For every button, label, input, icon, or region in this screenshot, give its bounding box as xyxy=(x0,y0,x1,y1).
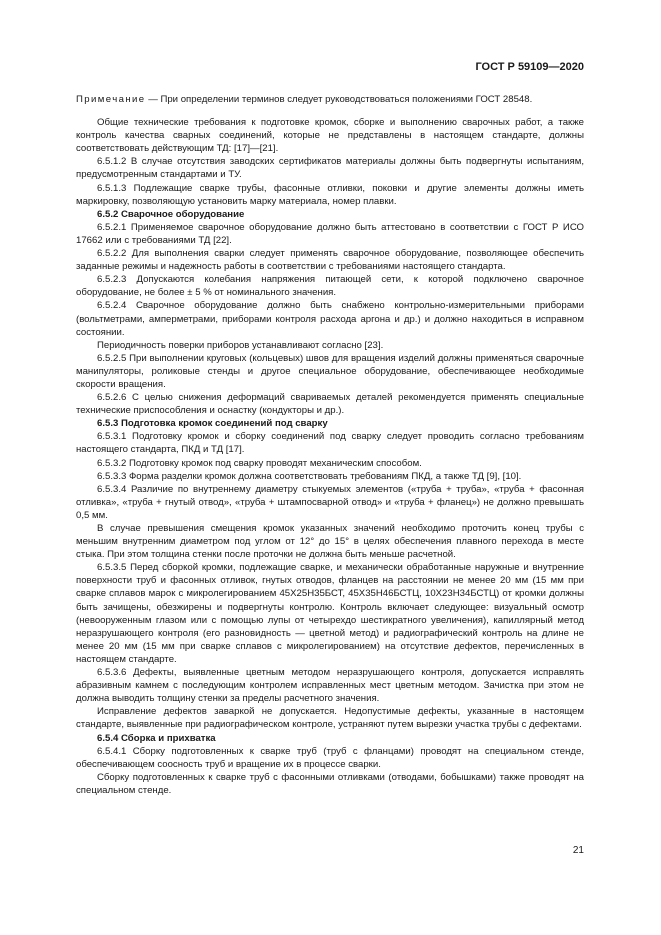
paragraph: 6.5.3.6 Дефекты, выявленные цветным методом неразрушающего контроля, допускается исправлять абразивным камнем с последующим контролем исправленных мест цветным методом. Зачистка при этом не должна выводить толщину стенки за пределы расчетного значения. xyxy=(76,667,584,705)
paragraph: В случае превышения смещения кромок указанных значений необходимо проточить конец трубы с меньшим внутренним диаметром под углом от 12° до 15° в целях обеспечения плавного перехода в месте стыка. При этом толщина стенки после проточки не должна быть меньше расчетной. xyxy=(76,523,584,561)
section-heading: 6.5.4 Сборка и прихватка xyxy=(97,732,216,744)
section-heading: 6.5.3 Подготовка кромок соединений под сварку xyxy=(97,418,328,430)
paragraph: 6.5.3.3 Форма разделки кромок должна соответствовать требованиям ПКД, а также ТД [9], [10]. xyxy=(97,470,522,482)
paragraph: Сборку подготовленных к сварке труб с фасонными отливками (отводами, бобышками) также проводят на специальном стенде. xyxy=(76,771,584,796)
note-text: — При определении терминов следует руководствоваться положениями ГОСТ 28548. xyxy=(145,94,533,105)
document-body xyxy=(76,93,584,797)
paragraph: 6.5.2.1 Применяемое сварочное оборудование должно быть аттестовано в соответствии с ГОСТ Р ИСО 17662 или с требованиями ТД [22]. xyxy=(76,221,584,246)
document-id-header: ГОСТ Р 59109—2020 xyxy=(475,61,584,73)
note-paragraph xyxy=(76,93,584,106)
page-number: 21 xyxy=(572,845,584,856)
paragraph: 6.5.3.1 Подготовку кромок и сборку соединений под сварку следует проводить согласно требованиям настоящего стандарта, ПКД и ТД [17]. xyxy=(76,431,584,456)
paragraph: 6.5.1.3 Подлежащие сварке трубы, фасонные отливки, поковки и другие элементы должны иметь маркировку, позволяющую установить марку материала, номер плавки. xyxy=(76,182,584,207)
paragraph: 6.5.2.2 Для выполнения сварки следует применять сварочное оборудование, позволяющее обеспечить заданные режимы и надежность работы в соответствии с требованиями настоящего стандарта. xyxy=(76,248,584,273)
paragraph: 6.5.2.3 Допускаются колебания напряжения питающей сети, к которой подключено сварочное оборудование, не более ± 5 % от номинального значения. xyxy=(76,274,584,299)
paragraph: Периодичность поверки приборов устанавливают согласно [23]. xyxy=(97,339,384,351)
paragraph: 6.5.3.2 Подготовку кромок под сварку проводят механическим способом. xyxy=(97,457,422,469)
paragraph: 6.5.4.1 Сборку подготовленных к сварке труб (труб с фланцами) проводят на специальном стенде, обеспечивающем соосность труб и вращение их в процессе сварки. xyxy=(76,745,584,770)
paragraph: 6.5.2.5 При выполнении круговых (кольцевых) швов для вращения изделий должны применяться сварочные манипуляторы, роликовые стенды и другое специальное оборудование, обеспечивающее необходимые скорости вращения. xyxy=(76,352,584,390)
note-label: Примечание xyxy=(76,94,146,105)
paragraph: 6.5.1.2 В случае отсутствия заводских сертификатов материалы должны быть подвергнуты испытаниям, предусмотренным стандартами и ТУ. xyxy=(76,156,584,181)
section-heading: 6.5.2 Сварочное оборудование xyxy=(97,208,245,220)
paragraph: 6.5.3.4 Различие по внутреннему диаметру стыкуемых элементов («труба + труба», «труба + фасонная отливка», «труба + гнутый отвод», «труба + штампосварной отвод» и «труба + фланец») не должно превышать 0,5 мм. xyxy=(76,483,584,521)
paragraph: Исправление дефектов заваркой не допускается. Недопустимые дефекты, указанные в настоящем стандарте, выявленные при радиографическом контроле, устраняют путем вырезки участка трубы с дефектами. xyxy=(76,706,584,731)
paragraph: 6.5.3.5 Перед сборкой кромки, подлежащие сварке, и механически обработанные наружные и внутренние поверхности труб и фасонных отливок, гнутых отводов, фланцев на расстоянии не менее 20 мм (15 мм при сварке сплавов марок с микролегированием 45Х25Н35БСТ, 45Х35Н46БСТЦ, 10Х23Н34БСТЦ) от кромки должны быть зачищены, обезжирены и подвергнуты контролю. Контроль включает следующее: визуальный осмотр (невооруженным глазом или с помощью лупы от четырехдо шестикратного увеличения), капиллярный метод неразрушающего контроля (его разновидность — цветной метод) и радиографический контроль на длине не менее 20 мм (15 мм при сварке сплавов с микролегированием) на отсутствие дефектов, перечисленных в настоящем стандарте. xyxy=(76,562,584,665)
paragraph: 6.5.2.4 Сварочное оборудование должно быть снабжено контрольно-измерительными приборами (вольтметрами, амперметрами, приборами контроля расхода аргона и др.) и должно находиться в исправном состоянии. xyxy=(76,300,584,338)
paragraph: 6.5.2.6 С целью снижения деформаций свариваемых деталей рекомендуется применять специальные технические приспособления и оснастку (кондукторы и др.). xyxy=(76,392,584,417)
paragraph: Общие технические требования к подготовке кромок, сборке и выполнению сварочных работ, а также контроль качества сварных соединений, которые не представлены в настоящем стандарте, должны соответствовать действующим ТД: [17]—[21]. xyxy=(76,117,584,155)
